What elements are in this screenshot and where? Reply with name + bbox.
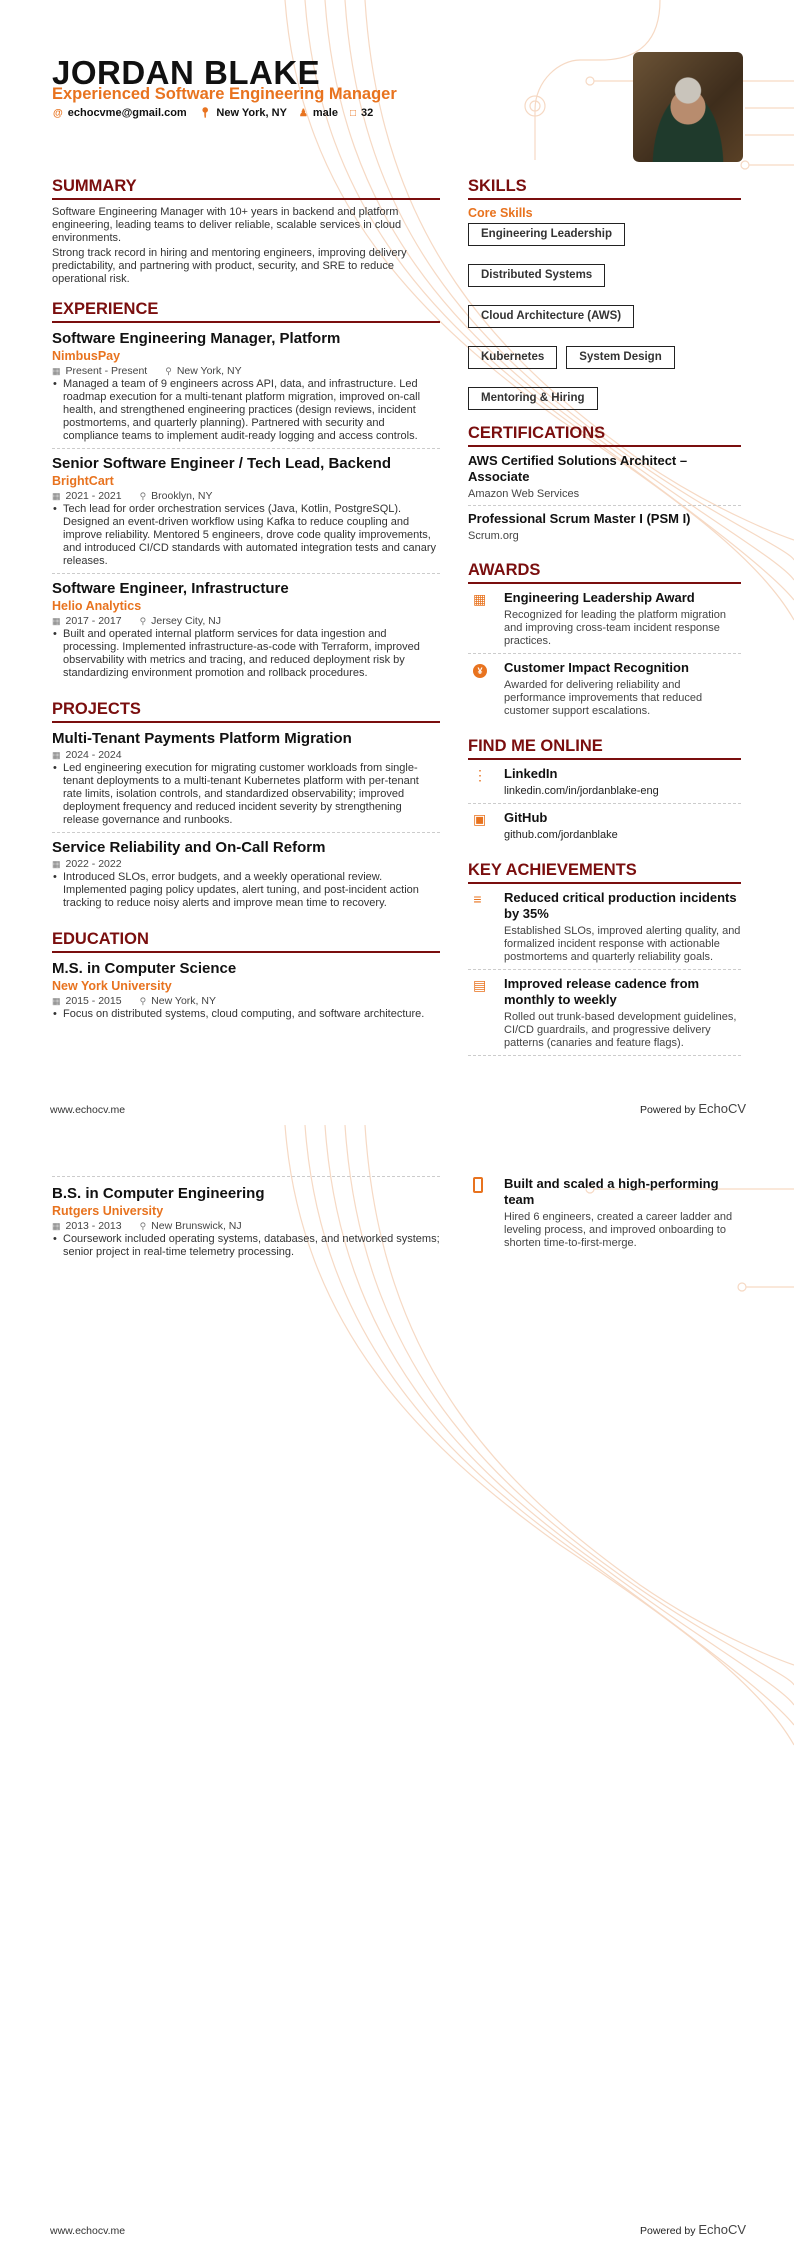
achievement-entry: [468, 1176, 741, 1255]
job-title: Senior Software Engineer / Tech Lead, Backend: [52, 455, 391, 472]
achievement-title: Improved release cadence from monthly to weekly: [504, 976, 700, 1007]
at-icon: @: [53, 108, 63, 119]
map-pin-icon: ⚲: [139, 616, 147, 626]
achievement-description: Established SLOs, improved alerting quality, and formalized incident response with actionable postmortems and quarterly reliability goals.: [504, 925, 741, 963]
certification-title: Professional Scrum Master I (PSM I): [468, 511, 691, 526]
achievement-title: Built and scaled a high-performing team: [504, 1176, 719, 1207]
project-dates: 2024 - 2024: [65, 749, 122, 761]
degree: B.S. in Computer Engineering: [52, 1185, 265, 1202]
company-name: BrightCart: [52, 474, 114, 488]
achievement-description: Hired 6 engineers, created a career ladder and leveling process, and improved onboarding to shorten time-to-first-merge.: [504, 1211, 733, 1249]
job-title: Software Engineer, Infrastructure: [52, 580, 289, 597]
footer-powered-by[interactable]: Powered by EchoCV: [640, 2222, 747, 2237]
profile-site: LinkedIn: [504, 766, 558, 781]
experience-entry: [52, 329, 440, 449]
certification-issuer: Scrum.org: [468, 530, 519, 542]
right-column: [468, 1176, 741, 1269]
section-heading-key-achievements: KEY ACHIEVEMENTS: [468, 861, 741, 884]
profile-link[interactable]: linkedin.com/in/jordanblake-eng: [504, 785, 659, 797]
profile-link[interactable]: github.com/jordanblake: [504, 829, 618, 841]
company-name: NimbusPay: [52, 349, 121, 363]
award-description: Awarded for delivering reliability and performance improvements that reduced customer support escalations.: [504, 679, 703, 717]
brand-name: EchoCV: [698, 1101, 747, 1116]
award-entry: [468, 590, 741, 654]
section-heading-projects: PROJECTS: [52, 700, 440, 723]
education-dates: 2015 - 2015: [65, 995, 122, 1007]
certification-issuer: Amazon Web Services: [468, 488, 580, 500]
skill-chips: [468, 223, 741, 410]
decorative-curves: [0, 1125, 794, 2246]
education-entry: [52, 959, 440, 1026]
person-icon: ♟: [298, 108, 308, 119]
project-title: Multi-Tenant Payments Platform Migration: [52, 730, 352, 747]
project-dates: 2022 - 2022: [65, 858, 122, 870]
project-entry: [52, 838, 440, 915]
job-location: New York, NY: [176, 365, 242, 377]
company-name: Helio Analytics: [52, 599, 142, 613]
job-bullet: • Tech lead for order orchestration services (Java, Kotlin, PostgreSQL). Designed an event-driven workflow using Kafka to reduce coupling and improve reliability. Mentored 5 engineers, drove code quality improvements, and introduced CI/CD standards with automated integration tests and canary releases.: [52, 503, 440, 568]
skill-group-title: Core Skills: [468, 206, 533, 220]
education-location: New Brunswick, NJ: [151, 1220, 242, 1232]
candidate-title: Experienced Software Engineering Manager: [52, 85, 397, 103]
online-profile-entry[interactable]: [468, 810, 741, 847]
calendar-chart-icon: ▤: [473, 977, 487, 993]
education-entry: [52, 1176, 440, 1264]
contact-gender: ♟ male: [298, 107, 338, 119]
footer-website[interactable]: www.echocv.me: [50, 1104, 126, 1116]
contact-row: [53, 107, 373, 119]
job-dates: Present - Present: [65, 365, 148, 377]
contact-age: □ 32: [349, 107, 374, 119]
yen-icon: ¥: [468, 661, 482, 718]
section-heading-find-me-online: FIND ME ONLINE: [468, 737, 741, 760]
section-heading-skills: SKILLS: [468, 177, 741, 200]
education-dates: 2013 - 2013: [65, 1220, 122, 1232]
education-bullet: • Coursework included operating systems, databases, and networked systems; senior project in real-time telemetry processing.: [52, 1233, 440, 1259]
map-pin-icon: ⚲: [139, 996, 147, 1006]
experience-entry: [52, 454, 440, 574]
calendar-icon: ▦: [52, 491, 61, 501]
contact-email[interactable]: @ echocvme@gmail.com: [53, 107, 187, 119]
profile-site: GitHub: [504, 810, 548, 825]
contact-location: 📍︎ New York, NY: [198, 107, 287, 119]
education-location: New York, NY: [151, 995, 216, 1007]
project-title: Service Reliability and On-Call Reform: [52, 839, 326, 856]
phone-icon: [468, 1177, 482, 1250]
resume-page-2: [0, 1125, 794, 2246]
job-bullet: • Managed a team of 9 engineers across API, data, and infrastructure. Led roadmap execution for a multi-tenant platform migration, improved on-call health, and strengthened engineering practices (design reviews, incident postmortems, and quarterly planning). Partnered with security and compliance teams to implement audit-ready logging and access controls.: [52, 378, 440, 443]
online-profile-entry[interactable]: [468, 766, 741, 804]
award-description: Recognized for leading the platform migration and improving cross-team incident response practices.: [504, 609, 726, 647]
summary-paragraph: Strong track record in hiring and mentoring engineers, improving delivery predictability, and partnering with product, security, and SRE to reduce operational risk.: [52, 247, 407, 285]
experience-entry: [52, 579, 440, 685]
skill-chip: System Design: [566, 346, 674, 369]
bookmark-icon: ▣: [473, 811, 487, 827]
achievement-entry: [468, 890, 741, 970]
section-heading-education: EDUCATION: [52, 930, 440, 953]
school-name: Rutgers University: [52, 1204, 164, 1218]
left-column: [52, 1176, 440, 1269]
map-pin-icon: 📍︎: [198, 108, 212, 119]
job-location: Jersey City, NJ: [151, 615, 221, 627]
skill-chip: Cloud Architecture (AWS): [468, 305, 634, 328]
calendar-icon: ▦: [52, 750, 61, 760]
certification-entry: [468, 453, 741, 506]
calendar-icon: ▦: [52, 1221, 61, 1231]
job-dates: 2017 - 2017: [65, 615, 122, 627]
job-location: Brooklyn, NY: [151, 490, 213, 502]
certification-entry: [468, 511, 741, 547]
map-pin-icon: ⚲: [139, 491, 147, 501]
footer-powered-by[interactable]: Powered by EchoCV: [640, 1101, 747, 1116]
project-entry: [52, 729, 440, 833]
calendar-icon: ▦: [52, 616, 61, 626]
job-bullet: • Built and operated internal platform services for data ingestion and processing. Implemented infrastructure-as-code with Terraform, improved observability with metrics and tracing, and reduced deployment risk by standardizing environment promotion and rollback procedures.: [52, 628, 440, 680]
calendar-icon: ▦: [52, 366, 61, 376]
achievement-title: Reduced critical production incidents by 35%: [504, 890, 737, 921]
calendar-icon: ▦: [52, 859, 61, 869]
section-heading-summary: SUMMARY: [52, 177, 440, 200]
section-heading-experience: EXPERIENCE: [52, 300, 440, 323]
skill-chip: Kubernetes: [468, 346, 557, 369]
profile-photo: [633, 52, 743, 162]
school-name: New York University: [52, 979, 172, 993]
award-title: Engineering Leadership Award: [504, 590, 695, 605]
map-pin-icon: ⚲: [165, 366, 172, 376]
left-column: [52, 177, 440, 1031]
dots-icon: ⋮: [473, 767, 487, 783]
award-entry: [468, 660, 741, 723]
calendar-icon: □: [349, 108, 357, 119]
section-heading-certifications: CERTIFICATIONS: [468, 424, 741, 447]
job-dates: 2021 - 2021: [65, 490, 122, 502]
project-bullet: • Led engineering execution for migrating customer workloads from single-tenant deployments to a multi-tenant Kubernetes platform with per-tenant rate limits, isolation controls, and standardized observability; improved deployment frequency and reduced incident severity by strengthening release governance and runbooks.: [52, 762, 440, 827]
calendar-icon: ▦: [52, 996, 61, 1006]
education-bullet: • Focus on distributed systems, cloud computing, and software architecture.: [52, 1008, 440, 1021]
footer-website[interactable]: www.echocv.me: [50, 2225, 126, 2237]
achievement-description: Rolled out trunk-based development guidelines, CI/CD guardrails, and progressive delivery patterns (canaries and feature flags).: [504, 1011, 737, 1049]
skill-chip: Engineering Leadership: [468, 223, 625, 246]
certification-title: AWS Certified Solutions Architect – Associate: [468, 453, 688, 484]
achievement-entry: [468, 976, 741, 1056]
right-column: [468, 177, 741, 1062]
brand-name: EchoCV: [698, 2222, 747, 2237]
candidate-name: JORDAN BLAKE: [52, 54, 321, 91]
degree: M.S. in Computer Science: [52, 960, 237, 977]
job-title: Software Engineering Manager, Platform: [52, 330, 341, 347]
section-heading-awards: AWARDS: [468, 561, 741, 584]
award-title: Customer Impact Recognition: [504, 660, 689, 675]
project-bullet: • Introduced SLOs, error budgets, and a weekly operational review. Implemented paging policy updates, alert tuning, and post-incident action tracking to reduce noisy alerts and improve mean time to recovery.: [52, 871, 440, 910]
building-icon: ▦: [473, 591, 487, 607]
summary-paragraph: Software Engineering Manager with 10+ years in backend and platform engineering, leading teams to deliver reliable, scalable services in cloud environments.: [52, 206, 402, 244]
list-icon: ≡: [473, 891, 482, 907]
skill-chip: Mentoring & Hiring: [468, 387, 598, 410]
map-pin-icon: ⚲: [139, 1221, 147, 1231]
skill-chip: Distributed Systems: [468, 264, 605, 287]
